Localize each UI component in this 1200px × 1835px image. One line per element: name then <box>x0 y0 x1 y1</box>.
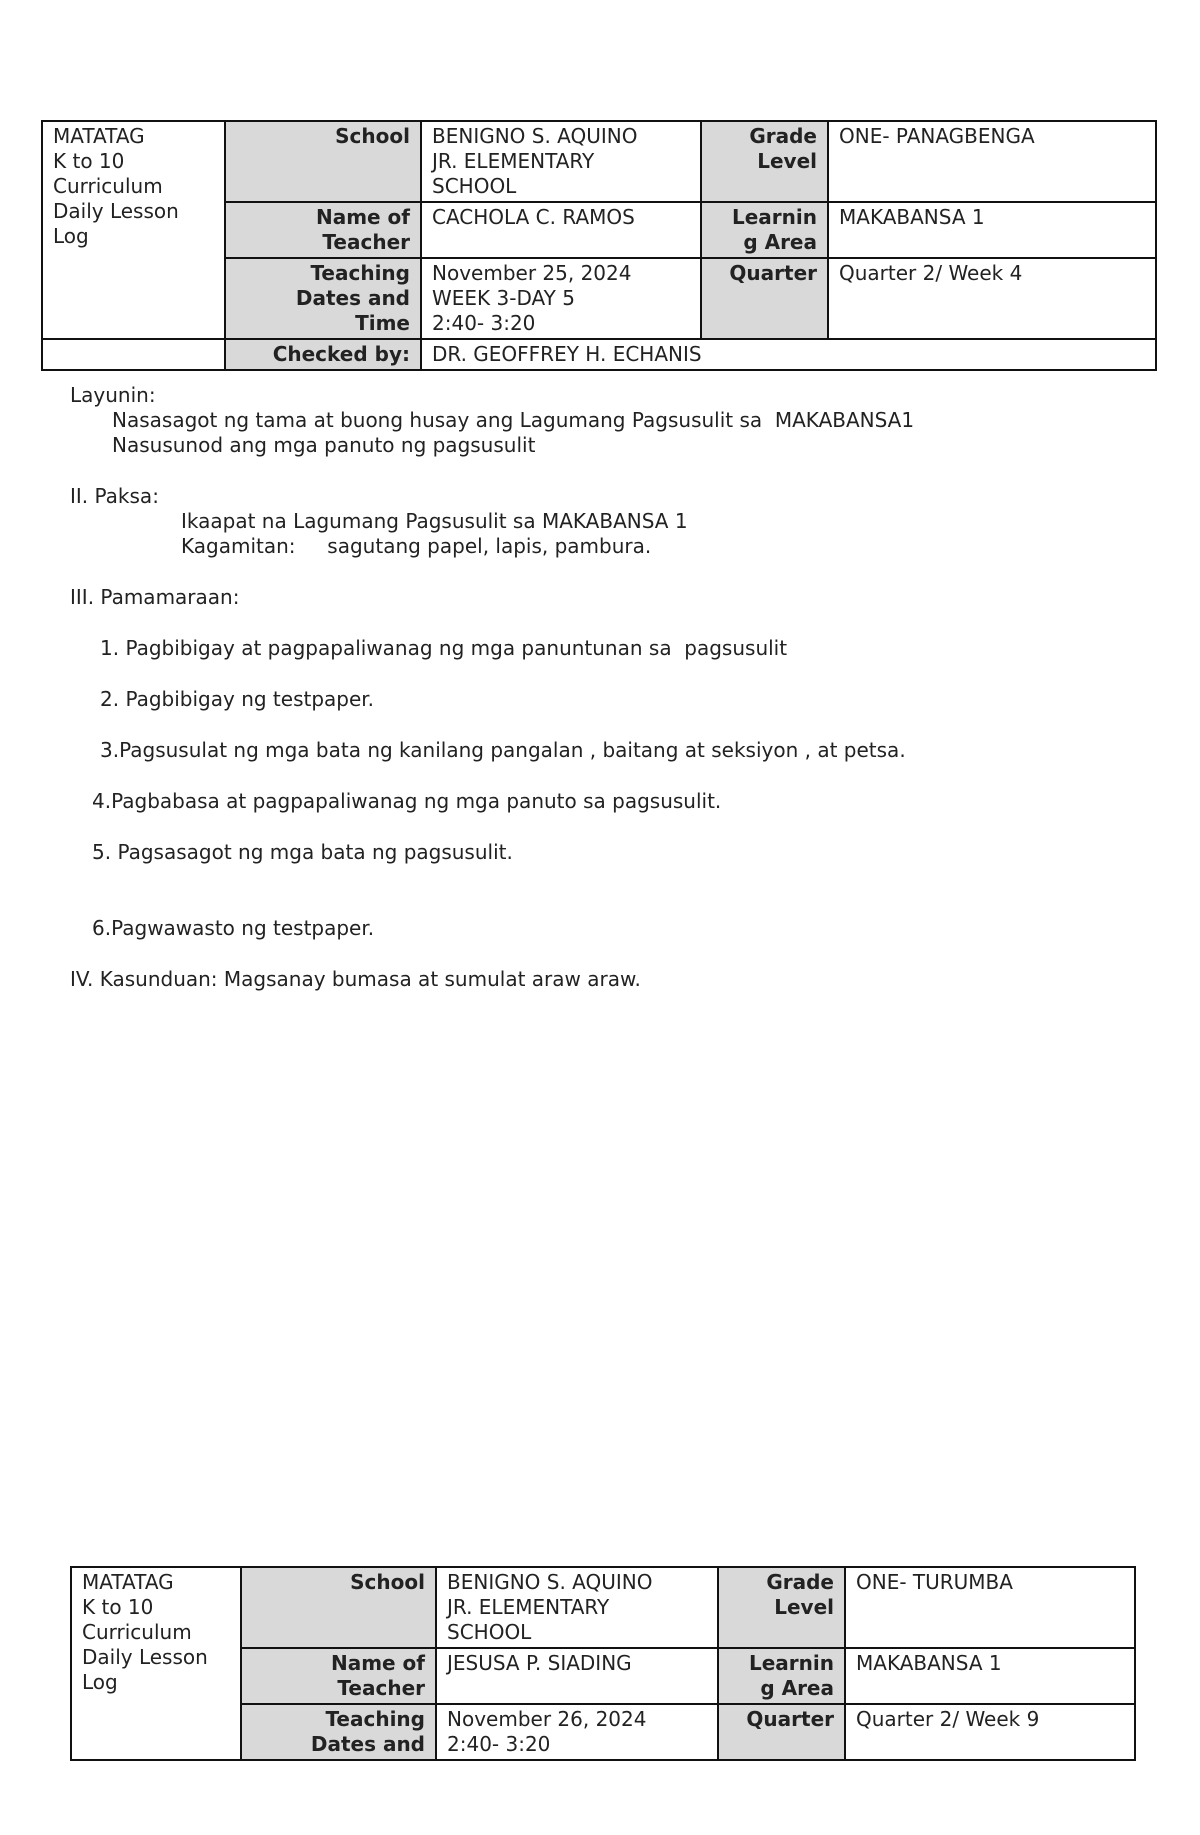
pamamaraan-heading: III. Pamamaraan: <box>70 585 240 609</box>
curriculum-title: MATATAG K to 10 Curriculum Daily Lesson Log <box>42 121 225 339</box>
teacher-value: CACHOLA C. RAMOS <box>421 202 701 258</box>
dll-header-table <box>41 120 1157 371</box>
paksa-item-2: Kagamitan: sagutang papel, lapis, pambura. <box>181 534 652 558</box>
paksa-heading: II. Paksa: <box>70 484 159 508</box>
blank-cell <box>42 339 225 370</box>
teaching-dates-value-2: November 26, 2024 2:40- 3:20 <box>436 1704 718 1760</box>
learning-area-label: Learnin g Area <box>701 202 828 258</box>
teacher-label: Name of Teacher <box>225 202 421 258</box>
grade-level-value-2: ONE- TURUMBA <box>845 1567 1135 1648</box>
grade-level-value: ONE- PANAGBENGA <box>828 121 1156 202</box>
grade-level-label: Grade Level <box>701 121 828 202</box>
step-1: 1. Pagbibigay at pagpapaliwanag ng mga panuntunan sa pagsusulit <box>100 636 788 660</box>
curriculum-title-2: MATATAG K to 10 Curriculum Daily Lesson Log <box>71 1567 241 1760</box>
step-6: 6.Pagwawasto ng testpaper. <box>92 916 375 940</box>
quarter-value-2: Quarter 2/ Week 9 <box>845 1704 1135 1760</box>
quarter-label-2: Quarter <box>718 1704 845 1760</box>
teacher-label-2: Name of Teacher <box>241 1648 436 1704</box>
quarter-label: Quarter <box>701 258 828 339</box>
checked-by-label: Checked by: <box>225 339 421 370</box>
school-label: School <box>225 121 421 202</box>
step-2: 2. Pagbibigay ng testpaper. <box>100 687 375 711</box>
school-label-2: School <box>241 1567 436 1648</box>
grade-level-label-2: Grade Level <box>718 1567 845 1648</box>
paksa-item-1: Ikaapat na Lagumang Pagsusulit sa MAKABANSA 1 <box>181 509 688 533</box>
school-value: BENIGNO S. AQUINO JR. ELEMENTARY SCHOOL <box>421 121 701 202</box>
learning-area-label-2: Learnin g Area <box>718 1648 845 1704</box>
teaching-dates-label: Teaching Dates and Time <box>225 258 421 339</box>
dll-header-table-2 <box>70 1566 1136 1761</box>
step-3: 3.Pagsusulat ng mga bata ng kanilang pangalan , baitang at seksiyon , at petsa. <box>100 738 906 762</box>
layunin-heading: Layunin: <box>70 383 156 407</box>
teaching-dates-value: November 25, 2024 WEEK 3-DAY 5 2:40- 3:20 <box>421 258 701 339</box>
step-5: 5. Pagsasagot ng mga bata ng pagsusulit. <box>92 840 513 864</box>
learning-area-value-2: MAKABANSA 1 <box>845 1648 1135 1704</box>
layunin-item-2: Nasusunod ang mga panuto ng pagsusulit <box>112 433 536 457</box>
checked-by-value: DR. GEOFFREY H. ECHANIS <box>421 339 1156 370</box>
kasunduan: IV. Kasunduan: Magsanay bumasa at sumulat araw araw. <box>70 967 641 991</box>
layunin-item-1: Nasasagot ng tama at buong husay ang Lagumang Pagsusulit sa MAKABANSA1 <box>112 408 915 432</box>
quarter-value: Quarter 2/ Week 4 <box>828 258 1156 339</box>
school-value-2: BENIGNO S. AQUINO JR. ELEMENTARY SCHOOL <box>436 1567 718 1648</box>
step-4: 4.Pagbabasa at pagpapaliwanag ng mga panuto sa pagsusulit. <box>92 789 722 813</box>
teacher-value-2: JESUSA P. SIADING <box>436 1648 718 1704</box>
learning-area-value: MAKABANSA 1 <box>828 202 1156 258</box>
teaching-dates-label-2: Teaching Dates and <box>241 1704 436 1760</box>
